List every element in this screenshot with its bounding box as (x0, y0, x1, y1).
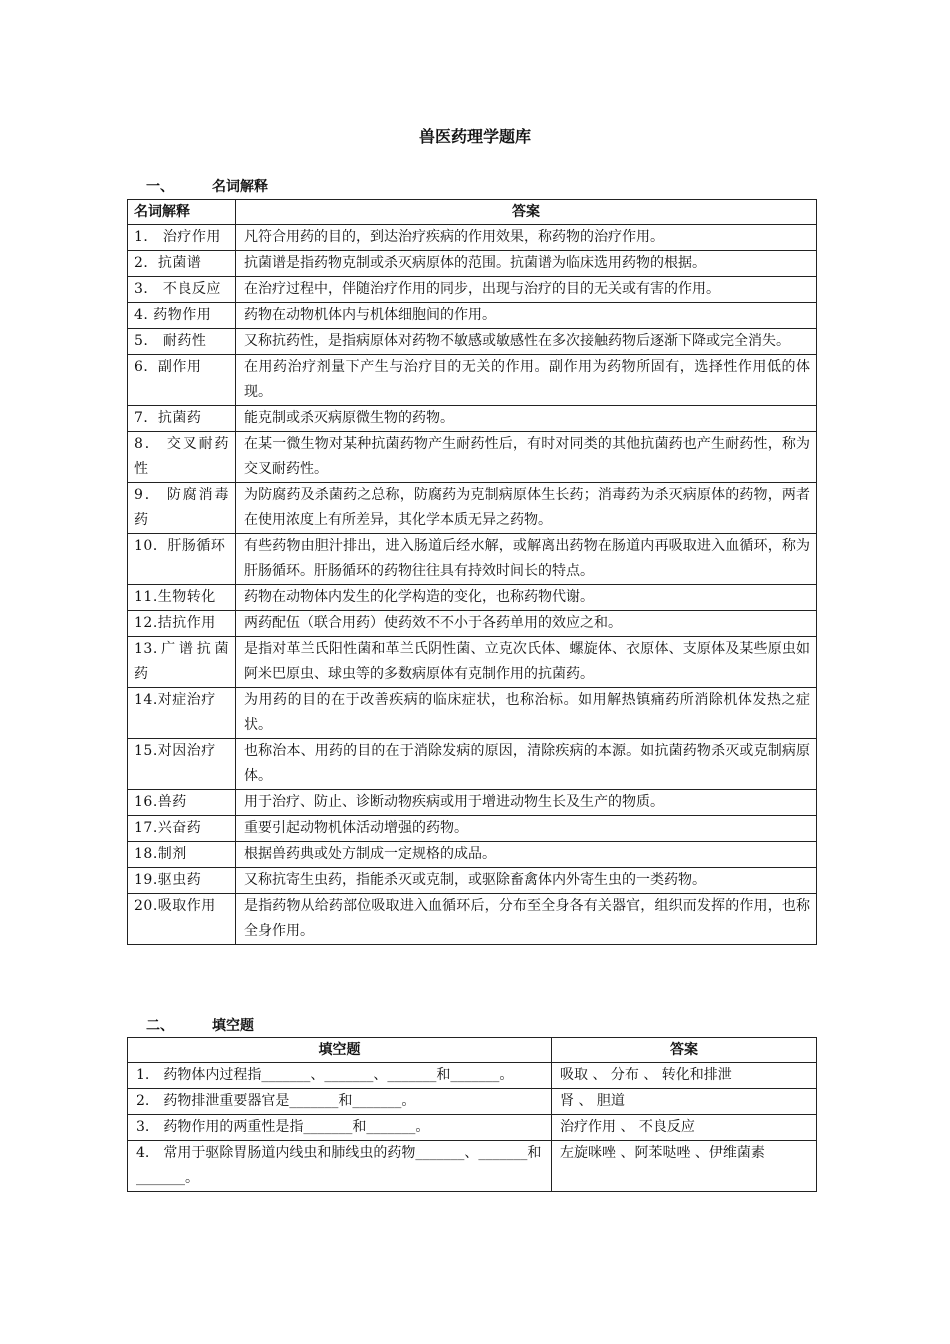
term-cell: 3． 不良反应 (128, 277, 236, 303)
table-row (128, 225, 817, 251)
term-cell: 14.对症治疗 (128, 688, 236, 739)
answer-cell: 为防腐药及杀菌药之总称，防腐药为克制病原体生长药；消毒药为杀灭病原体的药物，两者在使用浓度上有所差异，其化学本质无异之药物。 (236, 483, 817, 534)
table-row (128, 534, 817, 585)
answer-cell: 能克制或杀灭病原微生物的药物。 (236, 406, 817, 432)
term-cell: 9． 防腐消毒药 (128, 483, 236, 534)
table-row (128, 637, 817, 688)
term-cell: 11.生物转化 (128, 585, 236, 611)
page-title: 兽医药理学题库 (418, 127, 531, 146)
table-row (128, 1089, 817, 1115)
question-cell: 1. 药物体内过程指_______、_______、_______和_______。 (128, 1063, 552, 1089)
term-cell: 7．抗菌药 (128, 406, 236, 432)
answer-cell: 治疗作用 、 不良反应 (552, 1115, 817, 1141)
table-row (128, 251, 817, 277)
table-header-row (128, 200, 817, 225)
answer-cell: 又称抗寄生虫药，指能杀灭或克制，或驱除畜禽体内外寄生虫的一类药物。 (236, 868, 817, 894)
answer-cell: 药物在动物体内发生的化学构造的变化，也称药物代谢。 (236, 585, 817, 611)
question-cell: 2. 药物排泄重要器官是_______和_______。 (128, 1089, 552, 1115)
term-cell: 15.对因治疗 (128, 739, 236, 790)
table-row (128, 1063, 817, 1089)
table-row (128, 406, 817, 432)
term-cell: 16.兽药 (128, 790, 236, 816)
term-cell: 20.吸取作用 (128, 894, 236, 945)
answer-cell: 有些药物由胆汁排出，进入肠道后经水解，或解离出药物在肠道内再吸取进入血循环，称为肝肠循环。肝肠循环的药物往往具有持效时间长的特点。 (236, 534, 817, 585)
section-number: 一、 (146, 179, 174, 195)
answer-cell: 也称治本、用药的目的在于消除发病的原因，清除疾病的本源。如抗菌药物杀灭或克制病原体。 (236, 739, 817, 790)
table-row (128, 611, 817, 637)
answer-cell: 根据兽药典或处方制成一定规格的成品。 (236, 842, 817, 868)
answer-cell: 用于治疗、防止、诊断动物疾病或用于增进动物生长及生产的物质。 (236, 790, 817, 816)
term-cell: 4. 药物作用 (128, 303, 236, 329)
table-row (128, 277, 817, 303)
term-cell: 12.拮抗作用 (128, 611, 236, 637)
column-header-answer: 答案 (552, 1038, 817, 1063)
answer-cell: 是指对革兰氏阳性菌和革兰氏阴性菌、立克次氏体、螺旋体、衣原体、支原体及某些原虫如阿米巴原虫、球虫等的多数病原体有克制作用的抗菌药。 (236, 637, 817, 688)
table-row (128, 303, 817, 329)
table-row (128, 790, 817, 816)
table-row (128, 868, 817, 894)
term-cell: 8． 交叉耐药性 (128, 432, 236, 483)
fill-in-table (127, 1037, 817, 1192)
term-cell: 10．肝肠循环 (128, 534, 236, 585)
table-row (128, 1141, 817, 1192)
section-number: 二、 (146, 1018, 174, 1034)
table-row (128, 432, 817, 483)
term-cell: 2．抗菌谱 (128, 251, 236, 277)
column-header-answer: 答案 (236, 200, 817, 225)
answer-cell: 肾 、 胆道 (552, 1089, 817, 1115)
table-row (128, 894, 817, 945)
answer-cell: 在某一微生物对某种抗菌药物产生耐药性后，有时对同类的其他抗菌药也产生耐药性，称为交叉耐药性。 (236, 432, 817, 483)
table-header-row (128, 1038, 817, 1063)
table-row (128, 329, 817, 355)
column-header-question: 填空题 (128, 1038, 552, 1063)
term-cell: 5. 耐药性 (128, 329, 236, 355)
answer-cell: 又称抗药性，是指病原体对药物不敏感或敏感性在多次接触药物后逐渐下降或完全消失。 (236, 329, 817, 355)
section-title: 填空题 (212, 1018, 254, 1034)
answer-cell: 为用药的目的在于改善疾病的临床症状，也称治标。如用解热镇痛药所消除机体发热之症状。 (236, 688, 817, 739)
question-cell: 3. 药物作用的两重性是指_______和_______。 (128, 1115, 552, 1141)
answer-cell: 在治疗过程中，伴随治疗作用的同步，出现与治疗的目的无关或有害的作用。 (236, 277, 817, 303)
answer-cell: 凡符合用药的目的，到达治疗疾病的作用效果，称药物的治疗作用。 (236, 225, 817, 251)
term-cell: 18.制剂 (128, 842, 236, 868)
section-heading-fill-in (146, 1016, 254, 1036)
question-cell: 4. 常用于驱除胃肠道内线虫和肺线虫的药物_______、_______和_______。 (128, 1141, 552, 1192)
table-row (128, 483, 817, 534)
answer-cell: 重要引起动物机体活动增强的药物。 (236, 816, 817, 842)
definitions-table (127, 199, 817, 945)
answer-cell: 左旋咪唑 、阿苯哒唑 、伊维菌素 (552, 1141, 817, 1192)
section-heading-definitions (146, 177, 268, 197)
column-header-term: 名词解释 (128, 200, 236, 225)
term-cell: 13.广谱抗菌药 (128, 637, 236, 688)
answer-cell: 两药配伍（联合用药）使药效不不小于各药单用的效应之和。 (236, 611, 817, 637)
table-row (128, 585, 817, 611)
table-row (128, 842, 817, 868)
table-row (128, 739, 817, 790)
section-title: 名词解释 (212, 179, 268, 195)
table-row (128, 688, 817, 739)
answer-cell: 药物在动物机体内与机体细胞间的作用。 (236, 303, 817, 329)
table-row (128, 355, 817, 406)
term-cell: 17.兴奋药 (128, 816, 236, 842)
term-cell: 19.驱虫药 (128, 868, 236, 894)
table-row (128, 816, 817, 842)
answer-cell: 在用药治疗剂量下产生与治疗目的无关的作用。副作用为药物所固有，选择性作用低的体现。 (236, 355, 817, 406)
answer-cell: 抗菌谱是指药物克制或杀灭病原体的范围。抗菌谱为临床选用药物的根据。 (236, 251, 817, 277)
term-cell: 6．副作用 (128, 355, 236, 406)
term-cell: 1． 治疗作用 (128, 225, 236, 251)
answer-cell: 是指药物从给药部位吸取进入血循环后，分布至全身各有关器官，组织而发挥的作用，也称全身作用。 (236, 894, 817, 945)
table-row (128, 1115, 817, 1141)
answer-cell: 吸取 、 分布 、 转化和排泄 (552, 1063, 817, 1089)
